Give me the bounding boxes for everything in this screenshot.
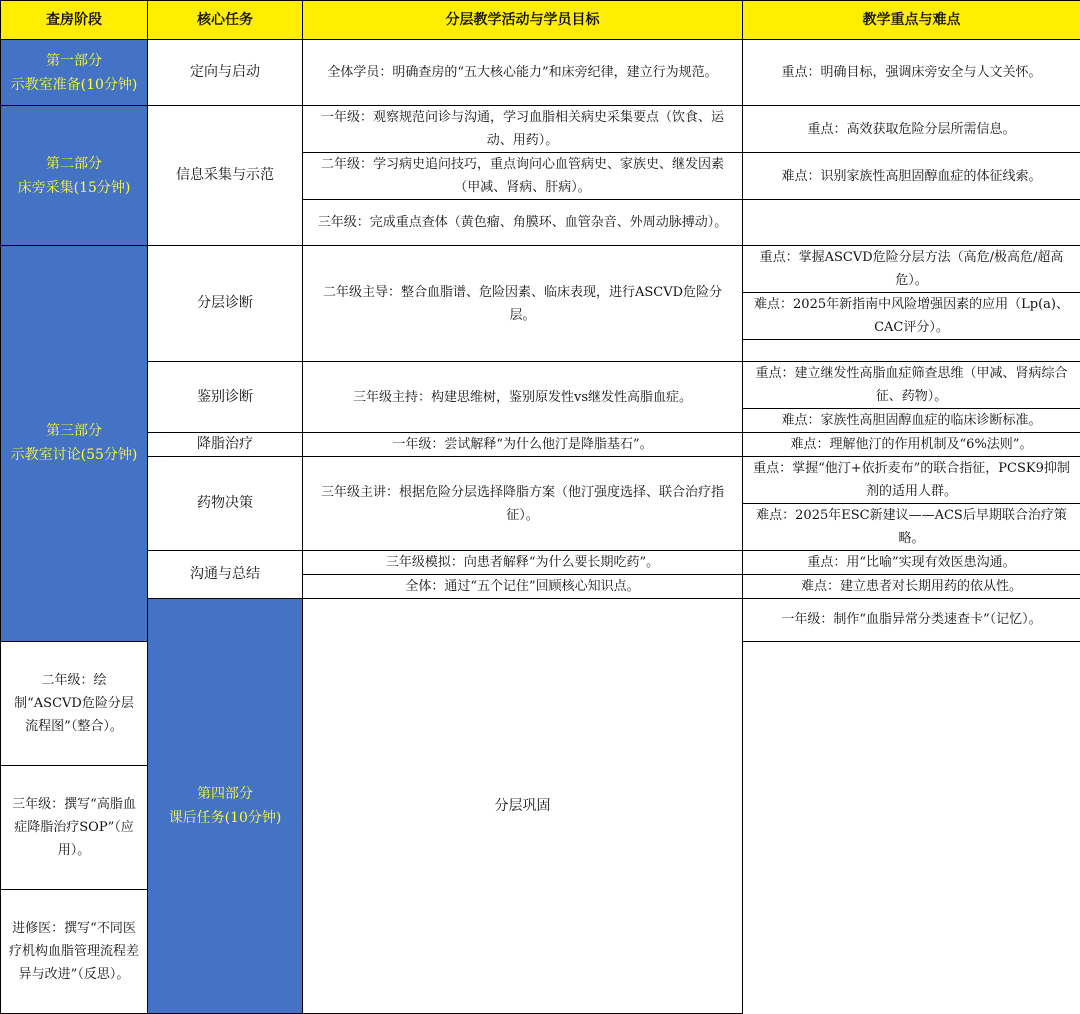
phase-duration: 示教室讨论(55分钟) bbox=[9, 443, 139, 467]
table-row bbox=[1, 246, 1080, 293]
activity-cell: 三年级主讲：根据危险分层选择降脂方案（他汀强度选择、联合治疗指征）。 bbox=[303, 457, 743, 551]
task-cell: 药物决策 bbox=[148, 457, 303, 551]
point-cell bbox=[743, 200, 1080, 246]
phase-cell-3 bbox=[1, 246, 148, 642]
activity-cell: 全体学员：明确查房的“五大核心能力”和床旁纪律，建立行为规范。 bbox=[303, 40, 743, 106]
phase-title: 第一部分 bbox=[9, 49, 139, 73]
activity-cell: 三年级：撰写“高脂血症降脂治疗SOP”（应用）。 bbox=[1, 765, 148, 889]
point-cell: 难点：2025年新指南中风险增强因素的应用（Lp(a)、CAC评分）。 bbox=[743, 293, 1080, 340]
task-cell: 降脂治疗 bbox=[148, 433, 303, 457]
phase-duration: 床旁采集(15分钟) bbox=[9, 176, 139, 200]
activity-cell: 进修医：撰写“不同医疗机构血脂管理流程差异与改进”（反思）。 bbox=[1, 889, 148, 1013]
task-cell: 分层诊断 bbox=[148, 246, 303, 362]
point-cell: 重点：用“比喻”实现有效医患沟通。 bbox=[743, 551, 1080, 575]
point-cell: 难点：识别家族性高胆固醇血症的体征线索。 bbox=[743, 153, 1080, 200]
point-cell: 重点：明确目标，强调床旁安全与人文关怀。 bbox=[743, 40, 1080, 106]
point-cell: 重点：建立继发性高脂血症筛查思维（甲减、肾病综合征、药物）。 bbox=[743, 362, 1080, 409]
point-cell bbox=[743, 340, 1080, 362]
activity-cell: 三年级主持：构建思维树，鉴别原发性vs继发性高脂血症。 bbox=[303, 362, 743, 433]
table-row bbox=[1, 551, 1080, 575]
phase-title: 第三部分 bbox=[9, 419, 139, 443]
activity-cell: 全体：通过“五个记住”回顾核心知识点。 bbox=[303, 575, 743, 599]
activity-cell: 三年级：完成重点查体（黄色瘤、角膜环、血管杂音、外周动脉搏动）。 bbox=[303, 200, 743, 246]
activity-cell: 一年级：尝试解释“为什么他汀是降脂基石”。 bbox=[303, 433, 743, 457]
phase-title: 第四部分 bbox=[156, 782, 294, 806]
task-cell: 沟通与总结 bbox=[148, 551, 303, 599]
header-points: 教学重点与难点 bbox=[743, 1, 1080, 40]
table-row bbox=[1, 40, 1080, 106]
phase-duration: 示教室准备(10分钟) bbox=[9, 73, 139, 97]
activity-cell: 二年级：绘制“ASCVD危险分层流程图”（整合）。 bbox=[1, 641, 148, 765]
table-row bbox=[1, 106, 1080, 153]
phase-cell-1 bbox=[1, 40, 148, 106]
header-task: 核心任务 bbox=[148, 1, 303, 40]
phase-cell-2 bbox=[1, 106, 148, 246]
point-cell: 难点：家族性高胆固醇血症的临床诊断标准。 bbox=[743, 409, 1080, 433]
table-row bbox=[1, 362, 1080, 409]
activity-cell: 二年级：学习病史追问技巧，重点询问心血管病史、家族史、继发因素（甲减、肾病、肝病）。 bbox=[303, 153, 743, 200]
task-cell: 分层巩固 bbox=[303, 599, 743, 1014]
activity-cell: 一年级：观察规范问诊与沟通，学习血脂相关病史采集要点（饮食、运动、用药）。 bbox=[303, 106, 743, 153]
phase-duration: 课后任务(10分钟) bbox=[156, 806, 294, 830]
task-cell: 信息采集与示范 bbox=[148, 106, 303, 246]
phase-title: 第二部分 bbox=[9, 152, 139, 176]
phase-cell-4 bbox=[148, 599, 303, 1014]
task-cell: 定向与启动 bbox=[148, 40, 303, 106]
point-cell: 难点：理解他汀的作用机制及“6%法则”。 bbox=[743, 433, 1080, 457]
point-cell: 难点：2025年ESC新建议——ACS后早期联合治疗策略。 bbox=[743, 504, 1080, 551]
table-row bbox=[1, 457, 1080, 504]
header-activity: 分层教学活动与学员目标 bbox=[303, 1, 743, 40]
activity-cell: 二年级主导：整合血脂谱、危险因素、临床表现，进行ASCVD危险分层。 bbox=[303, 246, 743, 362]
header-phase: 查房阶段 bbox=[1, 1, 148, 40]
table-row bbox=[1, 599, 1080, 642]
point-cell: 重点：高效获取危险分层所需信息。 bbox=[743, 106, 1080, 153]
activity-cell: 一年级：制作“血脂异常分类速查卡”（记忆）。 bbox=[743, 599, 1080, 642]
table-row bbox=[1, 433, 1080, 457]
point-cell: 重点：掌握“他汀+依折麦布”的联合指征，PCSK9抑制剂的适用人群。 bbox=[743, 457, 1080, 504]
point-cell: 重点：掌握ASCVD危险分层方法（高危/极高危/超高危）。 bbox=[743, 246, 1080, 293]
point-cell: 难点：建立患者对长期用药的依从性。 bbox=[743, 575, 1080, 599]
task-cell: 鉴别诊断 bbox=[148, 362, 303, 433]
activity-cell: 三年级模拟：向患者解释“为什么要长期吃药”。 bbox=[303, 551, 743, 575]
header-row bbox=[1, 1, 1080, 40]
